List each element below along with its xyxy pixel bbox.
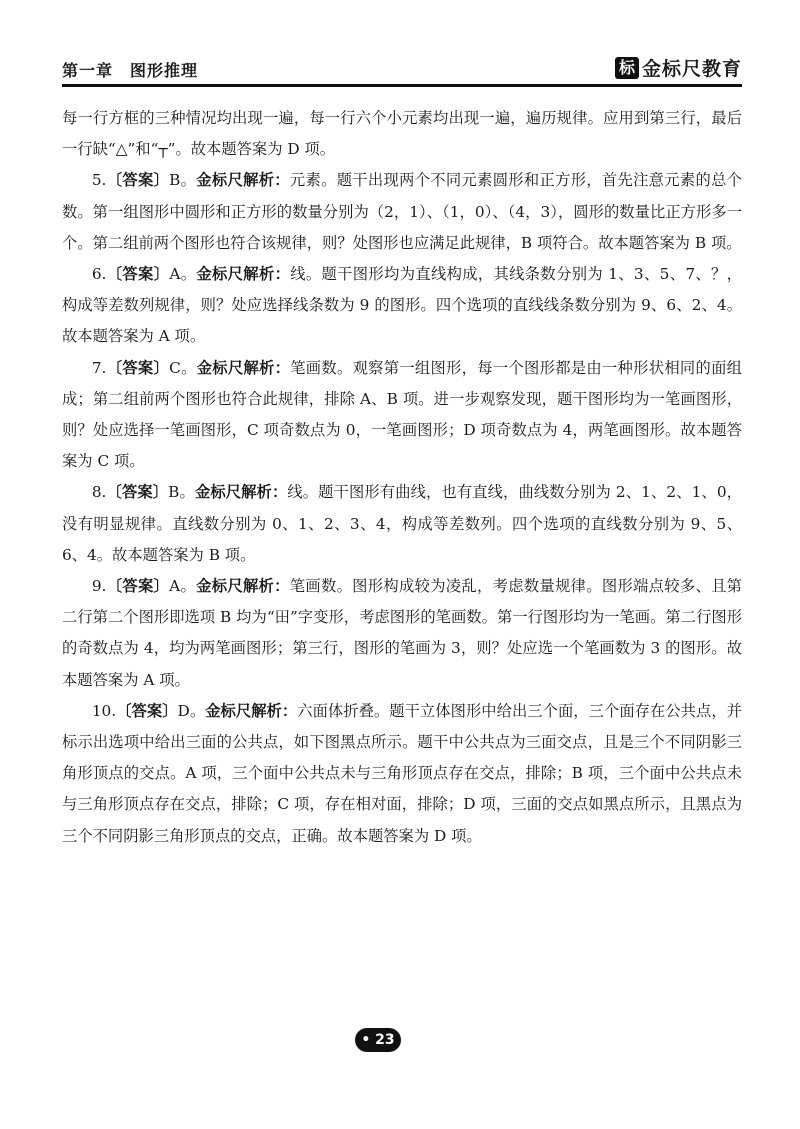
answer-7: 7.〔答案〕C。金标尺解析：笔画数。观察第一组图形，每一个图形都是由一种形状相同的面组成；第二组前两个图形也符合此规律，排除 A、B 项。进一步观察发现，题干图形均为一笔画图形，则？处应选择一笔画图形，C 项奇数点为 0，一笔画图形；D 项奇数点为 4，两笔画图形。故本题答案为 C 项。 (62, 358, 742, 471)
answer-9: 9.〔答案〕A。金标尺解析：笔画数。图形构成较为凌乱，考虑数量规律。图形端点较多、且第二行第二个图形即选项 B 均为“田”字变形，考虑图形的笔画数。第一行图形均为一笔画。第二行图形的奇数点为 4，均为两笔画图形；第三行，图形的笔画为 3，则？处应选一个笔画数为 3 的图形。故本题答案为 A 项。 (62, 577, 742, 689)
logo-icon: 标 (615, 57, 639, 79)
chapter-title: 第一章 图形推理 (62, 61, 199, 80)
header-rule (62, 84, 742, 87)
paragraph-continuation: 每一行方框的三种情况均出现一遍，每一行六个小元素均出现一遍，遍历规律。应用到第三行，最后一行缺“△”和“┬”。故本题答案为 D 项。 (62, 109, 742, 159)
answer-6: 6.〔答案〕A。金标尺解析：线。题干图形均为直线构成，其线条数分别为 1、3、5、7、？，构成等差数列规律，则？处应选择线条数为 9 的图形。四个选项的直线线条数分别为 9、6、2、4。故本题答案为 A 项。 (62, 265, 742, 346)
answer-10: 10.〔答案〕D。金标尺解析：六面体折叠。题干立体图形中给出三个面，三个面存在公共点，并标示出选项中给出三面的公共点，如下图黑点所示。题干中公共点为三面交点，且是三个不同阴影三角形顶点的交点。A 项，三个面中公共点未与三角形顶点存在交点，排除；B 项，三个面中公共点未与三角形顶点存在交点，排除；C 项，存在相对面，排除；D 项，三面的交点如黑点所示，且黑点为三个不同阴影三角形顶点的交点，正确。故本题答案为 D 项。 (62, 701, 742, 845)
answer-8: 8.〔答案〕B。金标尺解析：线。题干图形有曲线，也有直线，曲线数分别为 2、1、2、1、0，没有明显规律。直线数分别为 0、1、2、3、4，构成等差数列。四个选项的直线数分别为 9、5、6、4。故本题答案为 B 项。 (62, 483, 742, 564)
logo-text: 金标尺教育 (641, 58, 742, 80)
brand-logo (615, 54, 742, 81)
answer-explanations (62, 103, 742, 852)
page-header (62, 54, 742, 84)
answer-5: 5.〔答案〕B。金标尺解析：元素。题干出现两个不同元素圆形和正方形，首先注意元素的总个数。第一组图形中圆形和正方形的数量分别为（2，1）、（1，0）、（4，3），圆形的数量比正方形多一个。第二组前两个图形也符合该规律，则？处图形也应满足此规律，B 项符合。故本题答案为 B 项。 (62, 171, 742, 252)
page-number: • 23 • (355, 1028, 401, 1052)
